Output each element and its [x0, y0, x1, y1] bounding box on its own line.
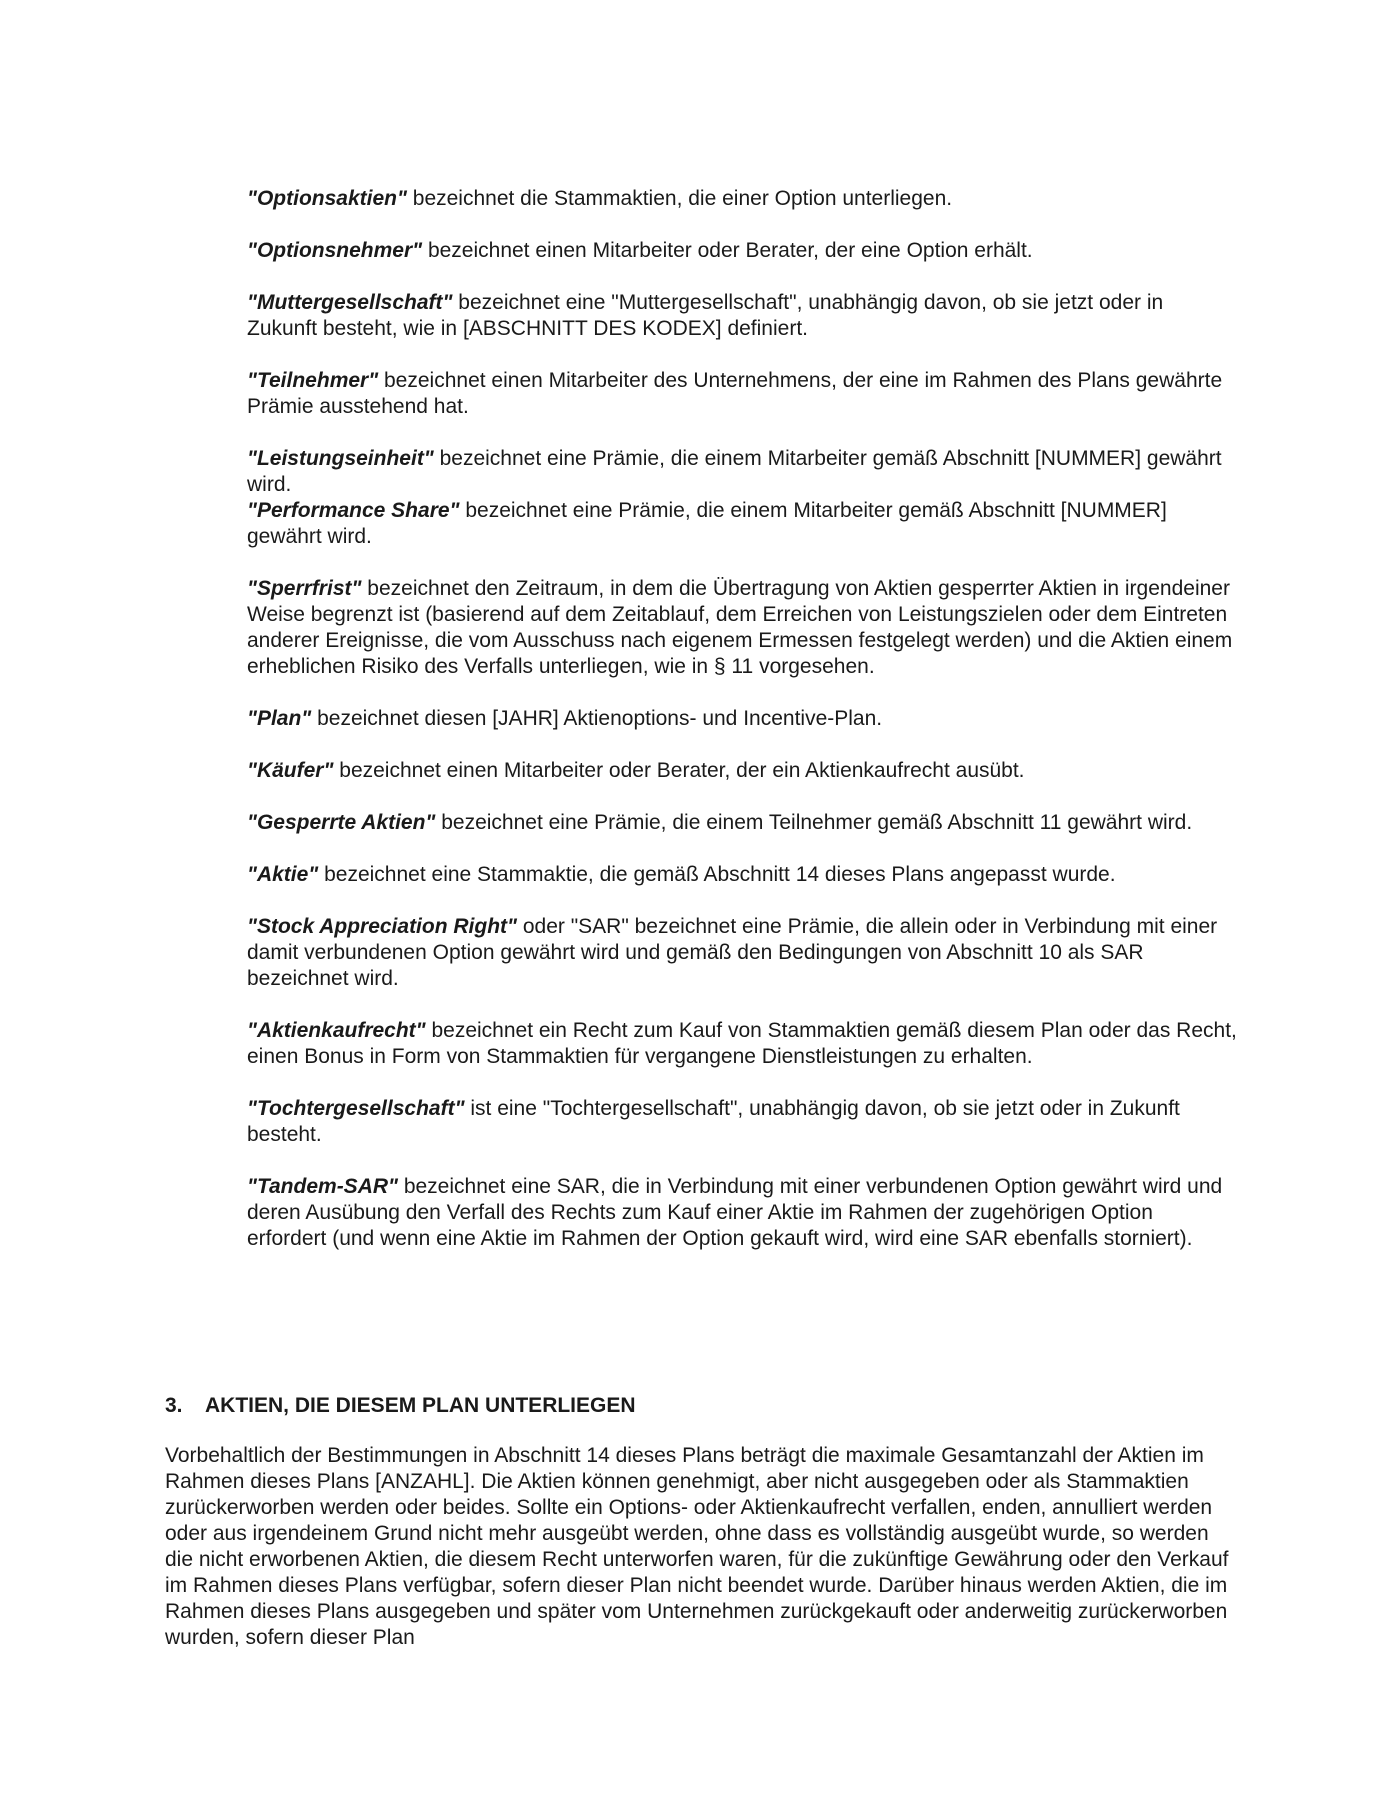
definition-term: "Optionsaktien" [247, 187, 407, 210]
definition-item [247, 706, 1237, 732]
section-number: 3. [165, 1394, 183, 1417]
definition-text: bezeichnet eine "Muttergesellschaft", unabhängig davon, ob sie jetzt oder in Zukunft besteht, wie in [ABSCHNITT DES KODEX] definiert. [247, 291, 1164, 340]
definition-term: "Teilnehmer" [247, 369, 379, 392]
definition-item [247, 862, 1237, 888]
section-heading [165, 1393, 1237, 1419]
definition-text: bezeichnet eine Prämie, die einem Teilnehmer gemäß Abschnitt 11 gewährt wird. [435, 811, 1193, 834]
definition-term: "Performance Share" [247, 499, 460, 522]
definition-item [247, 914, 1237, 992]
definition-item [247, 1174, 1237, 1252]
section-body: Vorbehaltlich der Bestimmungen in Abschnitt 14 dieses Plans beträgt die maximale Gesamtanzahl der Aktien im Rahmen dieses Plans [ANZAHL]. Die Aktien können genehmigt, aber nicht ausgegeben oder als Stammaktien zurückerworben werden oder beides. Sollte ein Options- oder Aktienkaufrecht verfallen, enden, annulliert werden oder aus irgendeinem Grund nicht mehr ausgeübt werden, ohne dass es vollständig ausgeübt wurde, so werden die nicht erworbenen Aktien, die diesem Recht unterworfen waren, für die zukünftige Gewährung oder den Verkauf im Rahmen dieses Plans verfügbar, sofern dieser Plan nicht beendet wurde. Darüber hinaus werden Aktien, die im Rahmen dieses Plans ausgegeben und später vom Unternehmen zurückgekauft oder anderweitig zurückerworben wurden, sofern dieser Plan [165, 1444, 1229, 1649]
definition-item [247, 758, 1237, 784]
definition-text: ist eine "Tochtergesellschaft", unabhängig davon, ob sie jetzt oder in Zukunft besteht. [247, 1097, 1180, 1146]
definition-term: "Gesperrte Aktien" [247, 811, 436, 834]
definition-text: bezeichnet eine Prämie, die einem Mitarbeiter gemäß Abschnitt [NUMMER] gewährt wird. [247, 447, 1222, 496]
definition-term: "Optionsnehmer" [247, 239, 423, 262]
section-title: AKTIEN, DIE DIESEM PLAN UNTERLIEGEN [205, 1394, 636, 1417]
definition-text: bezeichnet eine Stammaktie, die gemäß Abschnitt 14 dieses Plans angepasst wurde. [318, 863, 1116, 886]
definition-term: "Tandem-SAR" [247, 1175, 398, 1198]
definitions-list [247, 186, 1237, 1278]
definition-term: "Stock Appreciation Right" [247, 915, 517, 938]
definition-item [247, 576, 1237, 680]
definition-text: bezeichnet einen Mitarbeiter des Unternehmens, der eine im Rahmen des Plans gewährte Prämie ausstehend hat. [247, 369, 1223, 418]
definition-item [247, 290, 1237, 342]
definition-item [247, 368, 1237, 420]
definition-term: "Muttergesellschaft" [247, 291, 453, 314]
definition-text: bezeichnet eine Prämie, die einem Mitarbeiter gemäß Abschnitt [NUMMER] gewährt wird. [247, 499, 1167, 548]
definition-text: bezeichnet einen Mitarbeiter oder Berater, der eine Option erhält. [422, 239, 1033, 262]
definition-text: oder "SAR" bezeichnet eine Prämie, die allein oder in Verbindung mit einer damit verbundenen Option gewährt wird und gemäß den Bedingungen von Abschnitt 10 als SAR bezeichnet wird. [247, 915, 1218, 990]
definition-text: bezeichnet den Zeitraum, in dem die Übertragung von Aktien gesperrter Aktien in irgendeiner Weise begrenzt ist (basierend auf dem Zeitablauf, dem Erreichen von Leistungszielen oder dem Eintreten anderer Ereignisse, die vom Ausschuss nach eigenem Ermessen festgelegt werden) und die Aktien einem erheblichen Risiko des Verfalls unterliegen, wie in § 11 vorgesehen. [247, 577, 1233, 678]
definition-item [247, 810, 1237, 836]
definition-item [247, 1096, 1237, 1148]
definition-item [247, 186, 1237, 212]
definition-item [247, 1018, 1237, 1070]
definition-term: "Sperrfrist" [247, 577, 362, 600]
definition-text: bezeichnet einen Mitarbeiter oder Berater, der ein Aktienkaufrecht ausübt. [333, 759, 1025, 782]
definition-term: "Tochtergesellschaft" [247, 1097, 465, 1120]
definition-item [247, 498, 1237, 550]
definition-item [247, 446, 1237, 498]
definition-text: bezeichnet ein Recht zum Kauf von Stammaktien gemäß diesem Plan oder das Recht, einen Bonus in Form von Stammaktien für vergangene Dienstleistungen zu erhalten. [247, 1019, 1237, 1068]
definition-text: bezeichnet die Stammaktien, die einer Option unterliegen. [406, 187, 953, 210]
definition-text: bezeichnet diesen [JAHR] Aktienoptions- und Incentive-Plan. [311, 707, 883, 730]
definition-term: "Plan" [247, 707, 312, 730]
section-3 [165, 1393, 1237, 1651]
definition-term: "Leistungseinheit" [247, 447, 434, 470]
definition-term: "Aktienkaufrecht" [247, 1019, 426, 1042]
definition-item [247, 238, 1237, 264]
definition-term: "Käufer" [247, 759, 334, 782]
definition-text: bezeichnet eine SAR, die in Verbindung mit einer verbundenen Option gewährt wird und deren Ausübung den Verfall des Rechts zum Kauf einer Aktie im Rahmen der zugehörigen Option erfordert (und wenn eine Aktie im Rahmen der Option gekauft wird, wird eine SAR ebenfalls storniert). [247, 1175, 1223, 1250]
definition-term: "Aktie" [247, 863, 319, 886]
